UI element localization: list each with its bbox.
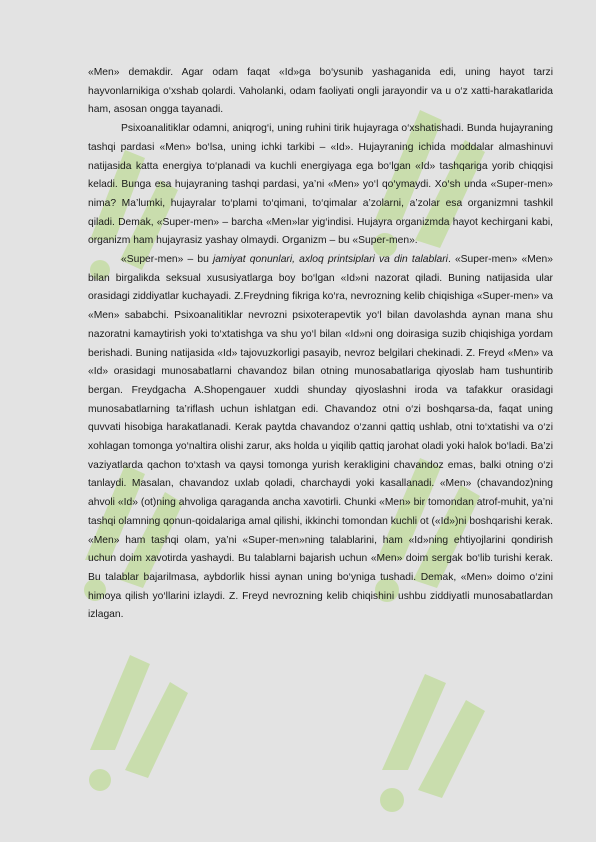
watermark-logo-icon	[360, 640, 520, 830]
paragraph-text: Psixoanalitiklar odamni, aniqrog‘i, uning ruhini tirik hujayraga o‘xshatishadi. Bunda hujayraning tashqi pardasi «Men» bo‘lsa, uning ichki tarkibi – «Id». Hujayraning ichida moddalar almashinuvi natijasida katta energiya to‘planadi va kuchli energiyaga ega bo‘lgan «Id» tashqariga yorib chiqqisi keladi. Bunga esa hujayraning tashqi pardasi, ya’ni «Men» yo‘l qo‘ymaydi. Xo‘sh unda «Super-men» nima? Ma’lumki, hujayralar to‘plami to‘qimani, to‘qimalar a’zolarni, a’zolar esa organizmni tashkil qiladi. Demak, «Super-men» – barcha «Men»lar yig‘indisi. Hujayra organizmda hayot kechirgani kabi, organizm ham hujayrasiz yashay olmaydi. Organizm – bu «Super-men».	[88, 123, 553, 247]
paragraph	[88, 64, 553, 120]
paragraph	[88, 251, 553, 625]
paragraph-text: . «Super-men» «Men» bilan birgalikda seksual xususiyatlarga boy bo‘lgan «Id»ni nazorat qiladi. Buning natijasida ular orasidagi ziddiyatlar kuchayadi. Z.Freydning fikriga ko‘ra, nevrozning kelib chiqishiga «Super-men» va «Men» sababchi. Psixoanalitiklar nevrozni psixoterapevtik yo‘l bilan davolashda aynan mana shu nazoratni kamaytirish yoki to‘xtatishga va shu yo‘l bilan «Id»ni ong doirasiga suzib chiqishiga yordam berishadi. Buning natijasida «Id» tajovuzkorligi pasayib, nevroz belgilari chekinadi. Z. Freyd «Men» va «Id» orasidagi munosabatlarni chavandoz bilan otning munosabatlariga qiyoslab ham tushuntirib bergan. Freydgacha A.Shopengauer xuddi shunday qiyoslashni iroda va tafakkur orasidagi munosabatlarning ta’riflash uchun ishlatgan edi. Chavandoz otni o‘zi boshqarsa-da, faqat uning quvvati hisobiga harakatlanadi. Kerak paytda chavandoz o‘zanni qattiq ushlab, otni to‘xtatishi va o‘zi xohlagan tomonga yo‘naltira olishi zarur, aks holda u yiqilib qattiq jarohat oladi yoki halok bo‘ladi. Ba’zi vaziyatlarda qachon to‘xtash va qaysi tomonga yurish kerakligini chavandoz emas, balki otning o‘zi tanlaydi. Masalan, chavandoz uxlab qoladi, charchaydi yoki kasallanadi. «Men» (chavandoz)ning ahvoli «Id» (ot)ning ahvoliga qaraganda ancha xavotirli. Chunki «Men» bir tomondan atrof-muhit, ya’ni tashqi olamning qonun-qoidalariga amal qilishi, ikkinchi tomondan kuchli ot («Id»)ni boshqarishi kerak. «Men» ham tashqi olam, ya’ni «Super-men»ning talablarini, ham «Id»ning ehtiyojlarini qondirish uchun doim xavotirda yashaydi. Bu talablarni bajarish uchun «Men» doim sergak bo‘lib turishi kerak. Bu talablar bajarilmasa, aybdorlik hissi aynan uning bo‘yniga tushadi. Demak, «Men» doimo o‘zini himoya qilish yo‘llarini izlaydi. Z. Freyd nevrozning kelib chiqishini ushbu ziddiyatli munosabatlardan izlagan.	[88, 254, 553, 621]
italic-text: jamiyat qonunlari, axloq printsiplari va din talablari	[213, 254, 448, 266]
document-body	[88, 64, 553, 625]
watermark-logo-icon	[70, 620, 220, 810]
paragraph-text: «Men» demakdir. Agar odam faqat «Id»ga bo‘ysunib yashaganida edi, uning hayot tarzi hayvonlarnikiga o‘xshab qolardi. Vaholanki, odam faoliyati ongli jarayondir va u o‘z xatti-harakatlarida ham, asosan ongga tayanadi.	[88, 67, 553, 116]
paragraph-text: «Super-men» – bu	[121, 254, 214, 266]
paragraph	[88, 120, 553, 251]
